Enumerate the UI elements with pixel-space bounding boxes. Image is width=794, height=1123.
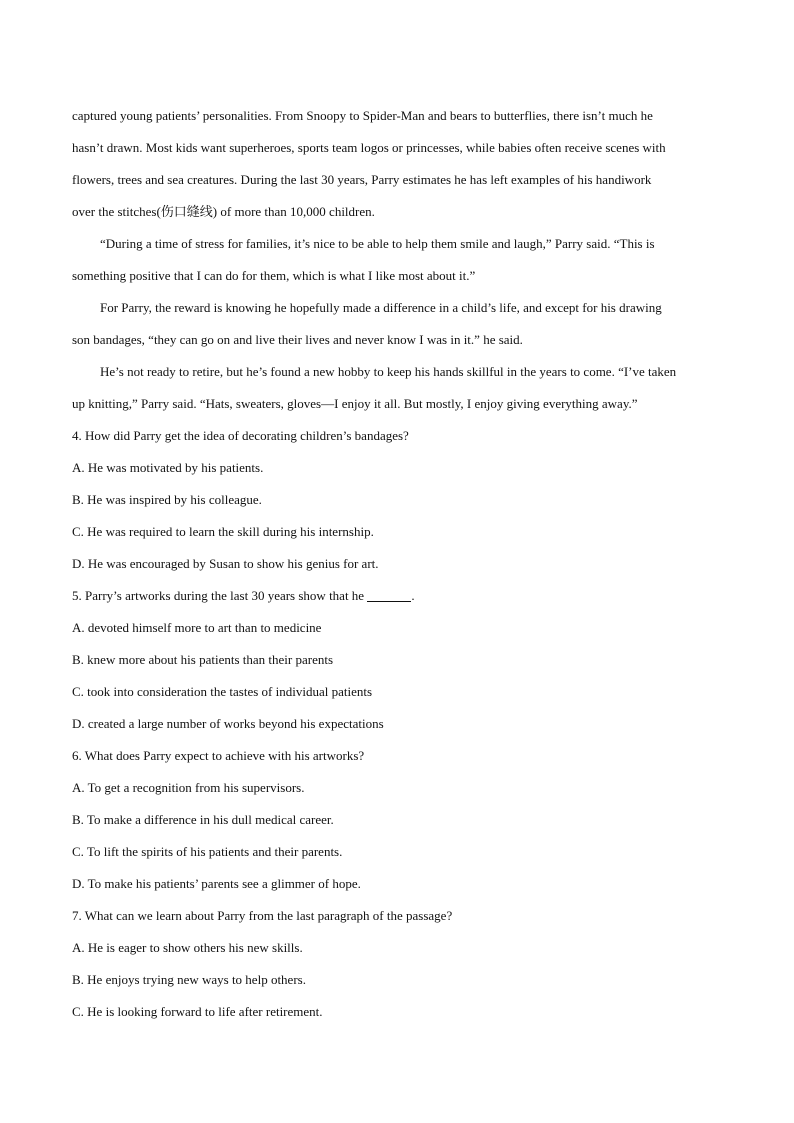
passage-line: He’s not ready to retire, but he’s found a new hobby to keep his hands skillful in the years to come. “I’ve taken [100,364,677,379]
passage-line: son bandages, “they can go on and live their lives and never know I was in it.” he said. [72,332,523,347]
answer-option: C. He is looking forward to life after retirement. [72,1004,323,1019]
passage-line: flowers, trees and sea creatures. During the last 30 years, Parry estimates he has left examples of his handiwork [72,172,652,187]
answer-option: D. To make his patients’ parents see a glimmer of hope. [72,876,361,891]
passage-line: something positive that I can do for them, which is what I like most about it.” [72,268,476,283]
question-stem [72,580,732,612]
answer-option: C. He was required to learn the skill during his internship. [72,524,374,539]
question-4 [72,420,732,580]
answer-option: D. created a large number of works beyond his expectations [72,716,384,731]
question-6 [72,740,732,900]
document-page [72,100,732,1028]
passage-line: captured young patients’ personalities. From Snoopy to Spider-Man and bears to butterflies, there isn’t much he [72,108,653,123]
answer-option: D. He was encouraged by Susan to show his genius for art. [72,556,379,571]
answer-option: A. devoted himself more to art than to medicine [72,620,322,635]
answer-option: A. To get a recognition from his supervisors. [72,780,305,795]
passage-line: hasn’t drawn. Most kids want superheroes, sports team logos or princesses, while babies often receive scenes with [72,140,666,155]
passage-line: For Parry, the reward is knowing he hopefully made a difference in a child’s life, and except for his drawing [100,300,662,315]
passage-line: over the stitches(伤口缝线) of more than 10,000 children. [72,204,375,219]
question-5 [72,580,732,740]
passage [72,100,732,420]
question-stem: 6. What does Parry expect to achieve with his artworks? [72,748,365,763]
answer-blank [367,587,411,602]
question-stem-suffix: . [411,588,415,603]
passage-line: up knitting,” Parry said. “Hats, sweaters, gloves—I enjoy it all. But mostly, I enjoy giving everything away.” [72,396,638,411]
answer-option: B. knew more about his patients than their parents [72,652,334,667]
answer-option: B. To make a difference in his dull medical career. [72,812,334,827]
answer-option: B. He was inspired by his colleague. [72,492,262,507]
answer-option: A. He is eager to show others his new skills. [72,940,303,955]
question-stem: 7. What can we learn about Parry from the last paragraph of the passage? [72,908,453,923]
answer-option: C. To lift the spirits of his patients and their parents. [72,844,343,859]
answer-option: B. He enjoys trying new ways to help others. [72,972,306,987]
question-7 [72,900,732,1028]
question-stem: 4. How did Parry get the idea of decorating children’s bandages? [72,428,409,443]
answer-option: A. He was motivated by his patients. [72,460,264,475]
passage-line: “During a time of stress for families, it’s nice to be able to help them smile and laugh,” Parry said. “This is [100,236,655,251]
answer-option: C. took into consideration the tastes of individual patients [72,684,373,699]
question-stem-text: 5. Parry’s artworks during the last 30 years show that he [72,588,365,603]
